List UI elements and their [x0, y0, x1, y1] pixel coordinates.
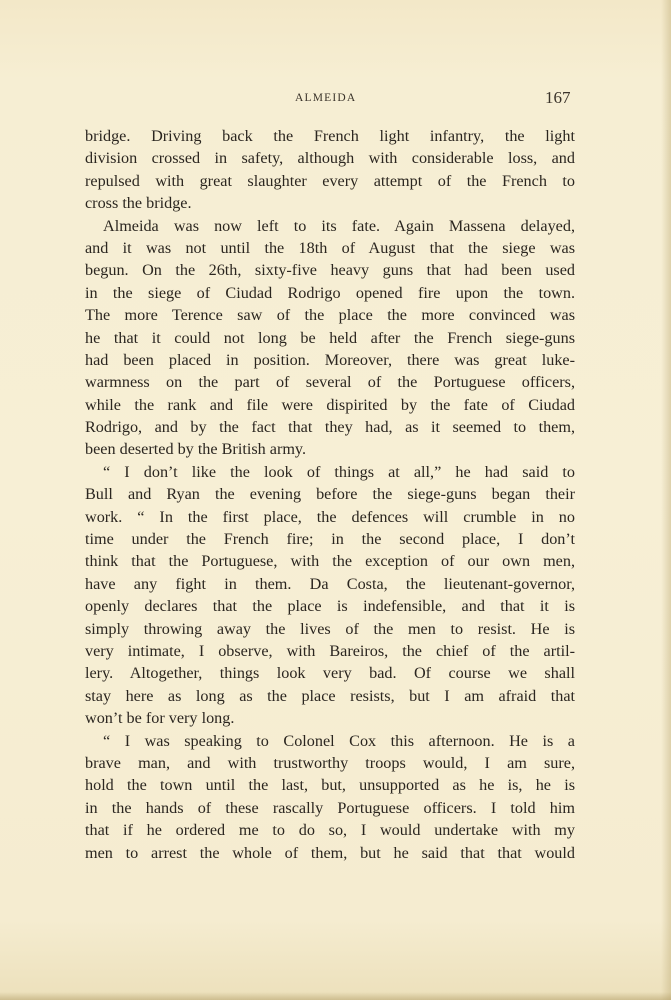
text-line: warmness on the part of several of the Portuguese officers, — [85, 373, 575, 392]
text-line: very intimate, I observe, with Bareiros, the chief of the artil- — [85, 641, 575, 660]
text-line: in the siege of Ciudad Rodrigo opened fire upon the town. — [85, 283, 575, 302]
text-line: hold the town until the last, but, unsupported as he is, he is — [85, 776, 575, 795]
text-line: The more Terence saw of the place the more convinced was — [85, 306, 575, 325]
text-line: begun. On the 26th, sixty-five heavy guns that had been used — [85, 261, 575, 280]
text-line: time under the French fire; in the second place, I don’t — [85, 530, 575, 549]
text-line: won’t be for very long. — [85, 709, 235, 728]
text-line: work. “ In the first place, the defences will crumble in no — [85, 507, 575, 526]
text-line: stay here as long as the place resists, but I am afraid that — [85, 686, 575, 705]
paragraph-first-line: Almeida was now left to its fate. Again Massena delayed, — [103, 216, 575, 235]
text-line: in the hands of these rascally Portuguese officers. I told him — [85, 798, 575, 817]
text-line: brave man, and with trustworthy troops would, I am sure, — [85, 753, 575, 772]
page-edge-shadow-right — [661, 0, 671, 1000]
paragraph-first-line: “ I don’t like the look of things at all,” he had said to — [103, 462, 575, 481]
text-line: simply throwing away the lives of the men to resist. He is — [85, 619, 575, 638]
body-text — [85, 125, 575, 864]
running-title: ALMEIDA — [295, 92, 357, 104]
paragraph-first-line: “ I was speaking to Colonel Cox this afternoon. He is a — [103, 731, 575, 750]
text-line: openly declares that the place is indefensible, and that it is — [85, 597, 575, 616]
text-line: lery. Altogether, things look very bad. Of course we shall — [85, 664, 575, 683]
text-line: bridge. Driving back the French light infantry, the light — [85, 127, 575, 145]
text-line: and it was not until the 18th of August that the siege was — [85, 238, 575, 257]
text-line: think that the Portuguese, with the exception of our own men, — [85, 552, 575, 571]
text-line: repulsed with great slaughter every attempt of the French to — [85, 171, 575, 190]
text-line: been deserted by the British army. — [85, 440, 307, 459]
text-line: Rodrigo, and by the fact that they had, as it seemed to them, — [85, 418, 575, 437]
text-line: have any fight in them. Da Costa, the lieutenant-governor, — [85, 574, 575, 593]
text-line: had been placed in position. Moreover, there was great luke- — [85, 350, 575, 369]
text-line: men to arrest the whole of them, but he said that that would — [85, 843, 575, 862]
text-line: division crossed in safety, although with considerable loss, and — [85, 149, 575, 168]
text-line: cross the bridge. — [85, 194, 192, 213]
text-line: he that it could not long be held after the French siege-guns — [85, 328, 575, 347]
page-number: 167 — [545, 88, 571, 107]
text-line: that if he ordered me to do so, I would undertake with my — [85, 821, 575, 840]
text-line: while the rank and file were dispirited by the fate of Ciudad — [85, 395, 575, 414]
page-edge-shadow-bottom — [0, 992, 671, 1000]
text-line: Bull and Ryan the evening before the siege-guns began their — [85, 485, 575, 504]
